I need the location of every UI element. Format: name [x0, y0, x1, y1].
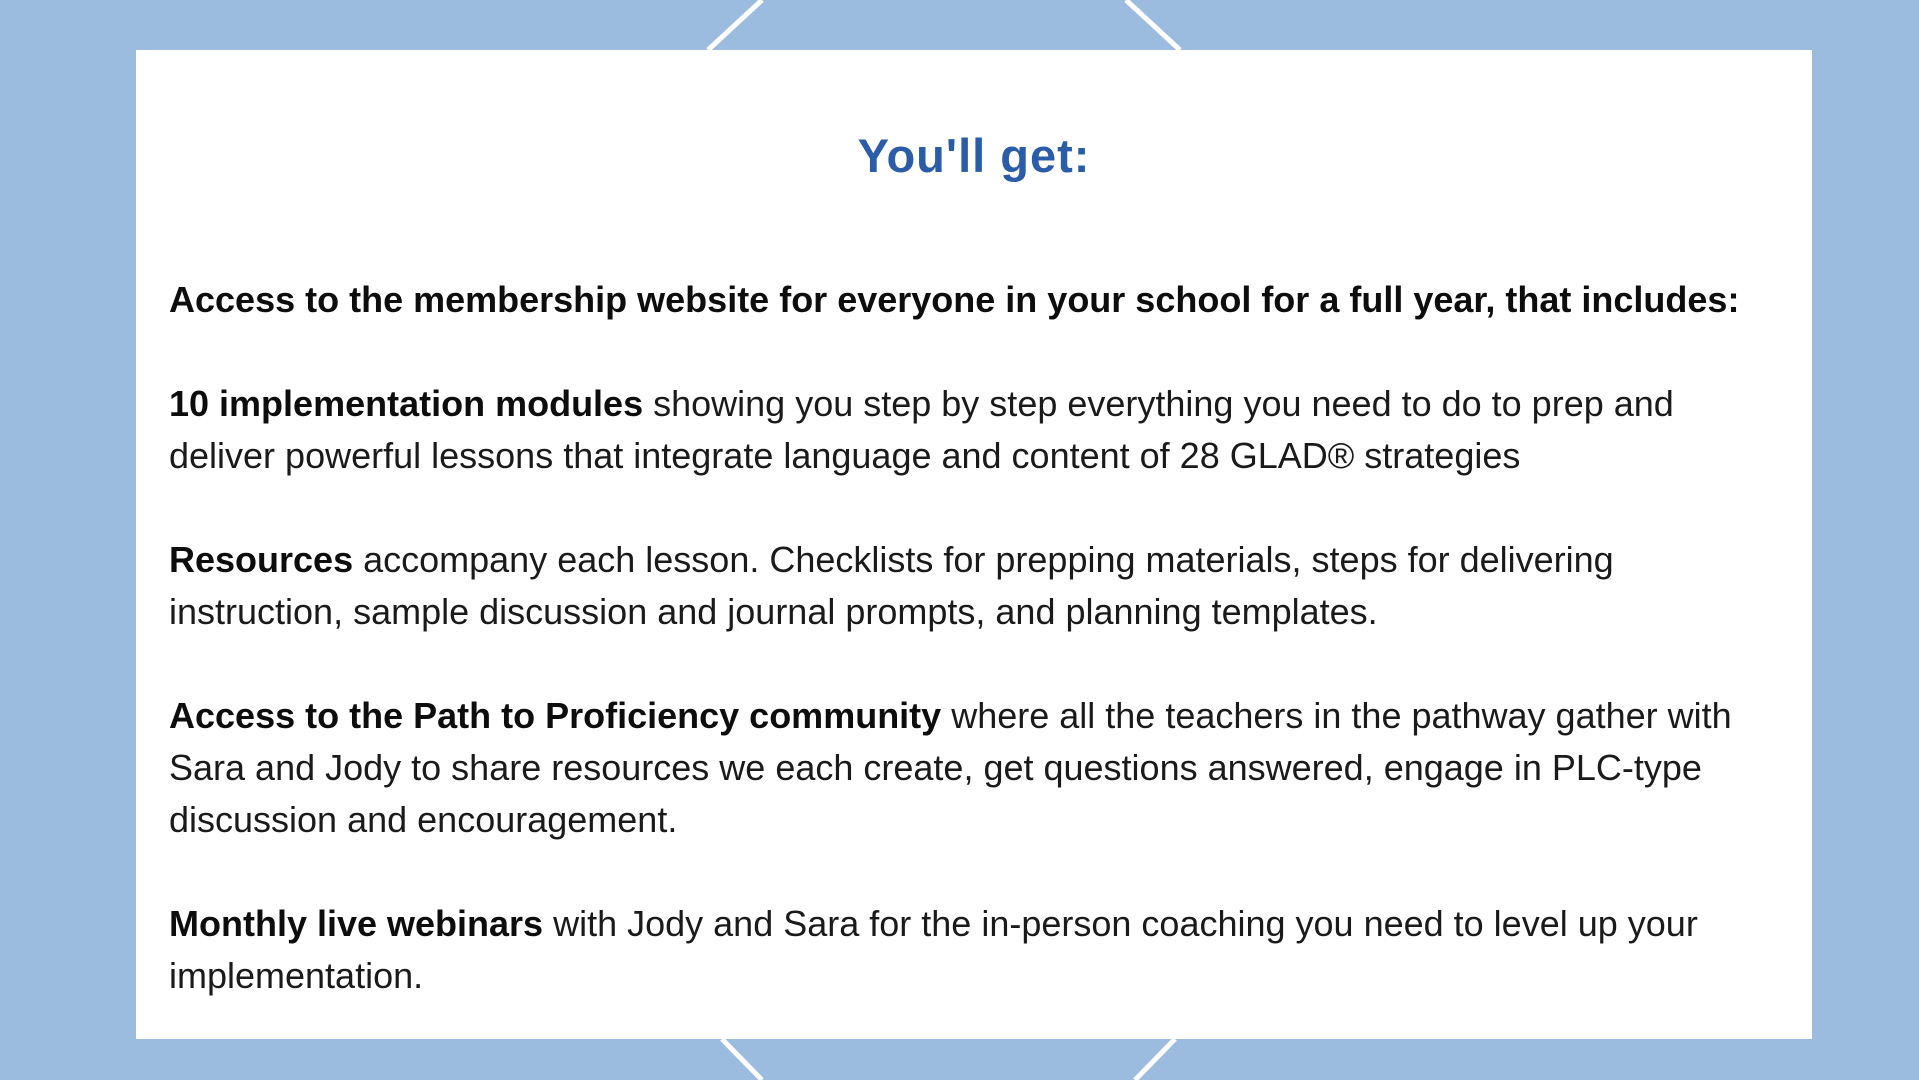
benefit-item	[169, 534, 1749, 638]
benefit-description: with Jody and Sara for the in-person coaching you need to level up your implementation.	[169, 903, 1698, 996]
benefit-description: where all the teachers in the pathway gather with Sara and Jody to share resources we each create, get questions answered, engage in PLC-type discussion and encouragement.	[169, 695, 1732, 840]
benefit-title: 10 implementation modules	[169, 383, 644, 424]
benefit-title: Monthly live webinars	[169, 903, 544, 944]
benefit-description: showing you step by step everything you need to do to prep and deliver powerful lessons that integrate language and content of 28 GLAD® strategies	[169, 383, 1674, 476]
benefits-list	[169, 274, 1749, 1002]
page-title: You'll get:	[857, 129, 1091, 182]
intro-text: Access to the membership website for everyone in your school for a full year, that includes:	[169, 279, 1740, 320]
benefit-title: Access to the Path to Proficiency community	[169, 695, 942, 736]
benefit-title: Resources	[169, 539, 354, 580]
benefit-item	[169, 898, 1749, 1002]
content-card	[136, 50, 1812, 1039]
benefit-item	[169, 690, 1749, 846]
benefit-description: accompany each lesson. Checklists for prepping materials, steps for delivering instruction, sample discussion and journal prompts, and planning templates.	[169, 539, 1614, 632]
benefit-item	[169, 378, 1749, 482]
